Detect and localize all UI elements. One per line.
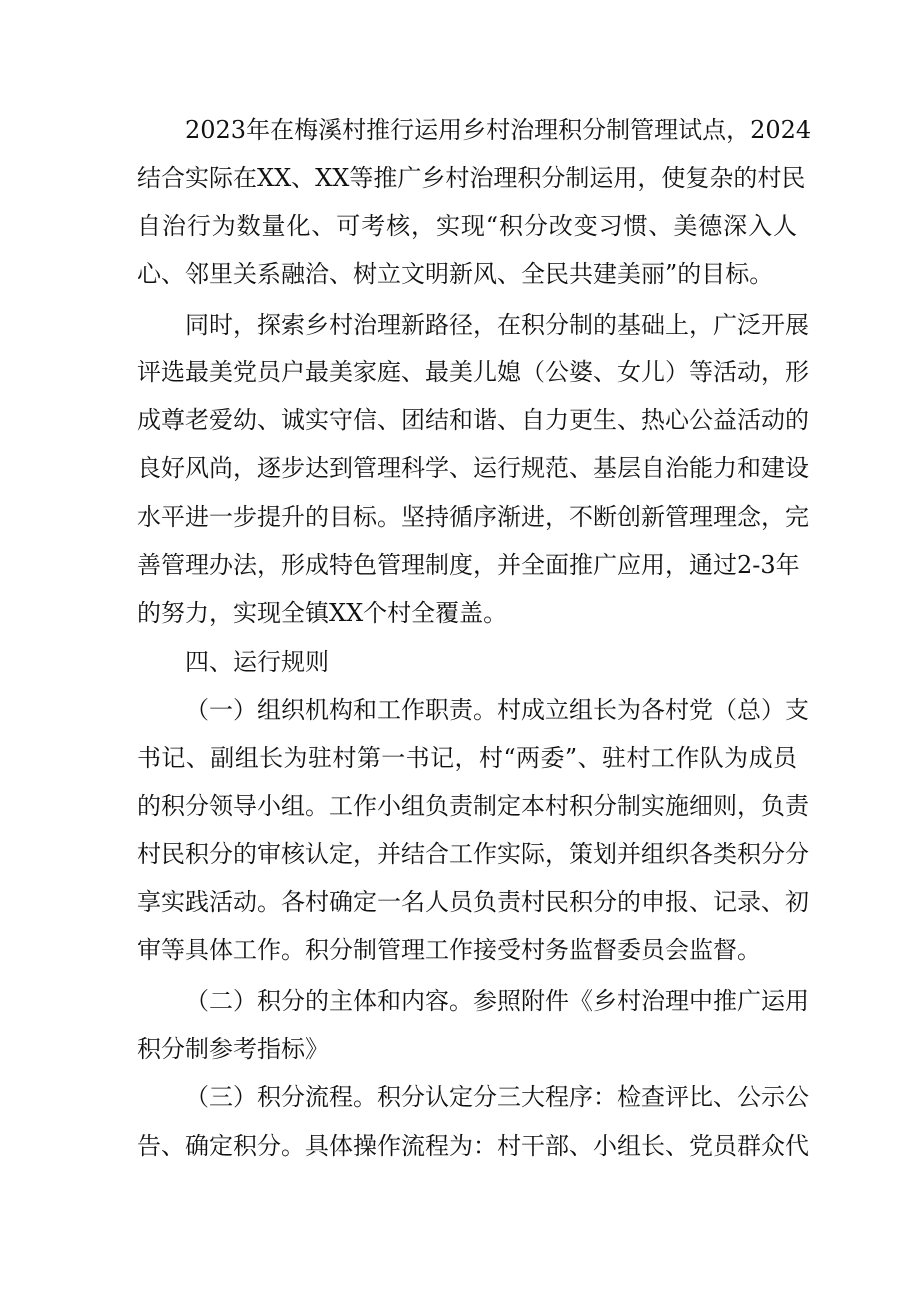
paragraph-line: 的努力，实现全镇XX个村全覆盖。 [137,599,508,627]
paragraph-line: 同时，探索乡村治理新路径，在积分制的基础上，广泛开展 [185,311,809,339]
paragraph-line: 心、邻里关系融洽、树立文明新风、全民共建美丽”的目标。 [137,260,774,288]
paragraph-line: 结合实际在XX、XX等推广乡村治理积分制运用，使复杂的村民 [137,164,806,192]
paragraph-line: 评选最美党员户最美家庭、最美儿媳（公婆、女儿）等活动，形 [137,358,809,386]
paragraph-line: 2023年在梅溪村推行运用乡村治理积分制管理试点，2024 [185,116,812,144]
paragraph-line: 告、确定积分。具体操作流程为：村干部、小组长、党员群众代 [137,1132,809,1160]
paragraph-line: （二）积分的主体和内容。参照附件《乡村治理中推广运用 [185,987,809,1015]
paragraph-line: 书记、副组长为驻村第一书记，村“两委”、驻村工作队为成员 [137,744,797,772]
section-heading: 四、运行规则 [185,648,329,676]
paragraph-line: 审等具体工作。积分制管理工作接受村务监督委员会监督。 [137,936,761,964]
paragraph-line: 自治行为数量化、可考核，实现“积分改变习惯、美德深入人 [137,212,797,240]
paragraph-line: 享实践活动。各村确定一名人员负责村民积分的申报、记录、初 [137,888,809,916]
paragraph-line: （三）积分流程。积分认定分三大程序：检查评比、公示公 [185,1083,809,1111]
paragraph-line: 成尊老爱幼、诚实守信、团结和谐、自力更生、热心公益活动的 [137,406,809,434]
paragraph-line: 积分制参考指标》 [137,1035,329,1063]
paragraph-line: 善管理办法，形成特色管理制度，并全面推广应用，通过2-3年 [137,551,800,579]
paragraph-line: 水平进一步提升的目标。坚持循序渐进，不断创新管理理念，完 [137,503,809,531]
paragraph-line: 的积分领导小组。工作小组负责制定本村积分制实施细则，负责 [137,792,809,820]
paragraph-line: 良好风尚，逐步达到管理科学、运行规范、基层自治能力和建设 [137,454,809,482]
paragraph-line: 村民积分的审核认定，并结合工作实际，策划并组织各类积分分 [137,840,809,868]
paragraph-line: （一）组织机构和工作职责。村成立组长为各村党（总）支 [185,696,809,724]
